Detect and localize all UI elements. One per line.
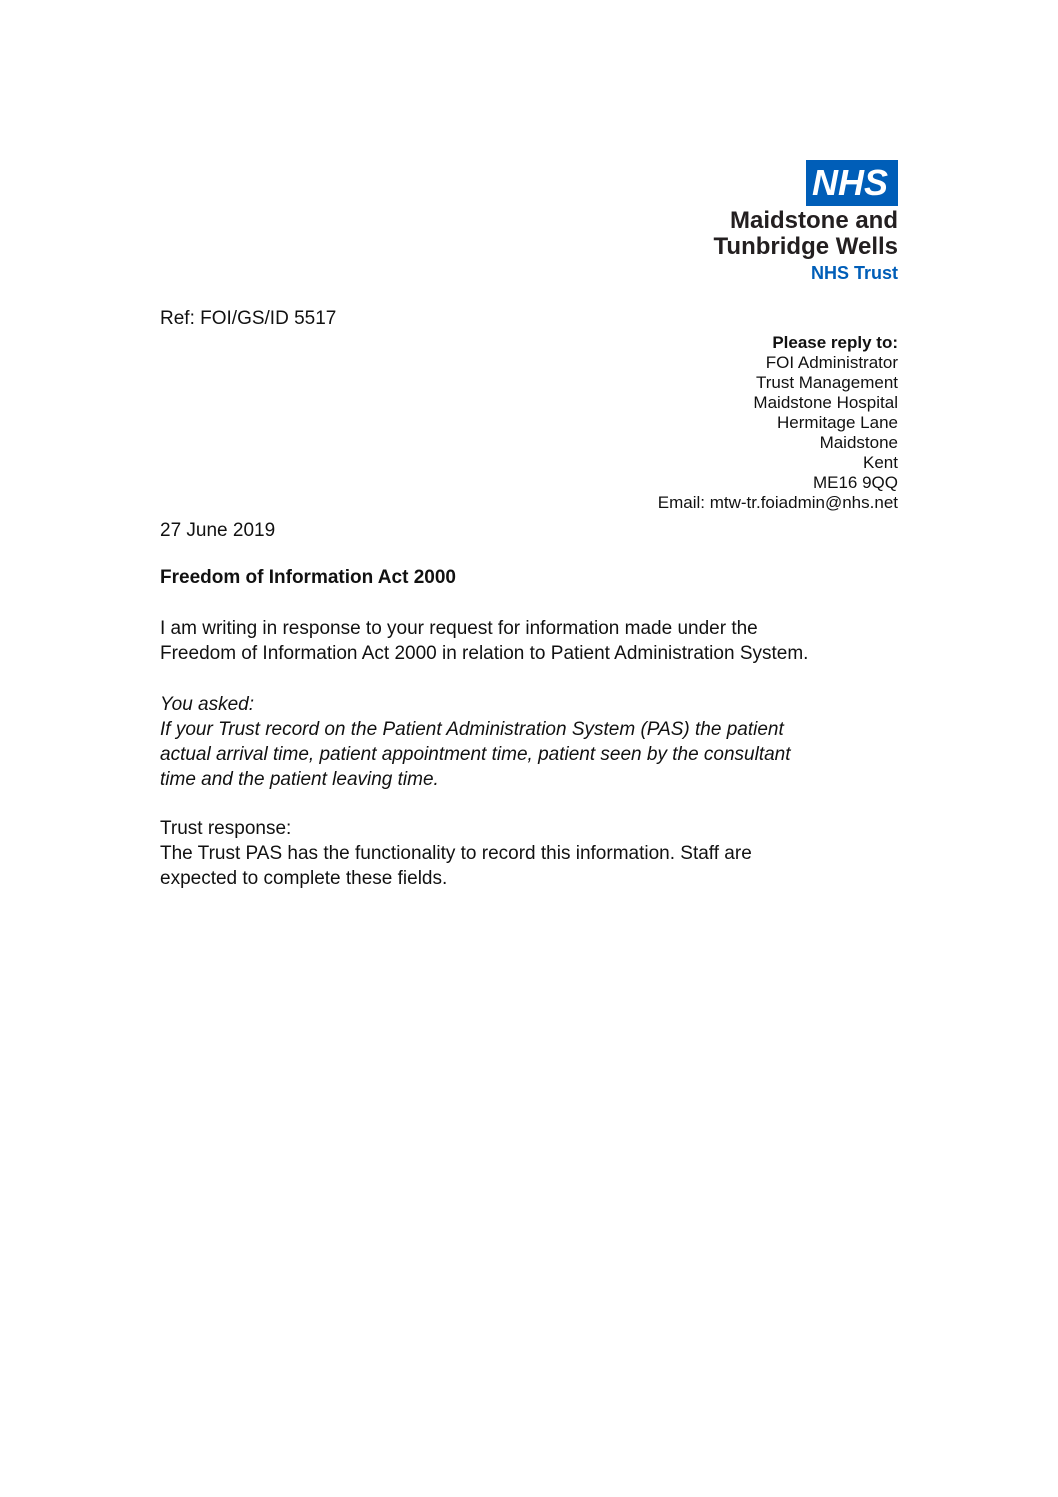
reference-line: Ref: FOI/GS/ID 5517 [160, 308, 337, 329]
intro-paragraph: I am writing in response to your request for information made under the Freedom of Information Act 2000 in relation to Patient Administration System. [160, 618, 809, 664]
letter-heading: Freedom of Information Act 2000 [160, 567, 456, 588]
question-label: You asked: [160, 694, 255, 715]
nhs-trust-label: NHS Trust [810, 263, 898, 283]
nhs-logo-icon: NHS [806, 160, 898, 206]
letter-body [160, 518, 920, 891]
question-block [160, 692, 920, 792]
reply-to-address: FOI Administrator Trust Management Maidstone Hospital Hermitage Lane Maidstone Kent ME16 9QQ Email: mtw-tr.foiadmin@nhs.net [657, 353, 898, 512]
response-block [160, 816, 920, 891]
question-text: If your Trust record on the Patient Administration System (PAS) the patient actual arrival time, patient appointment time, patient seen by the consultant time and the patient leaving time. [160, 719, 791, 790]
nhs-trust-logo [714, 160, 898, 283]
response-text: The Trust PAS has the functionality to record this information. Staff are expected to complete these fields. [160, 843, 752, 889]
reply-to-label: Please reply to: [772, 333, 898, 352]
organisation-name: Maidstone and Tunbridge Wells [713, 207, 898, 260]
letter-date: 27 June 2019 [160, 520, 276, 541]
reply-to-block [658, 333, 898, 513]
response-label: Trust response: [160, 818, 292, 839]
